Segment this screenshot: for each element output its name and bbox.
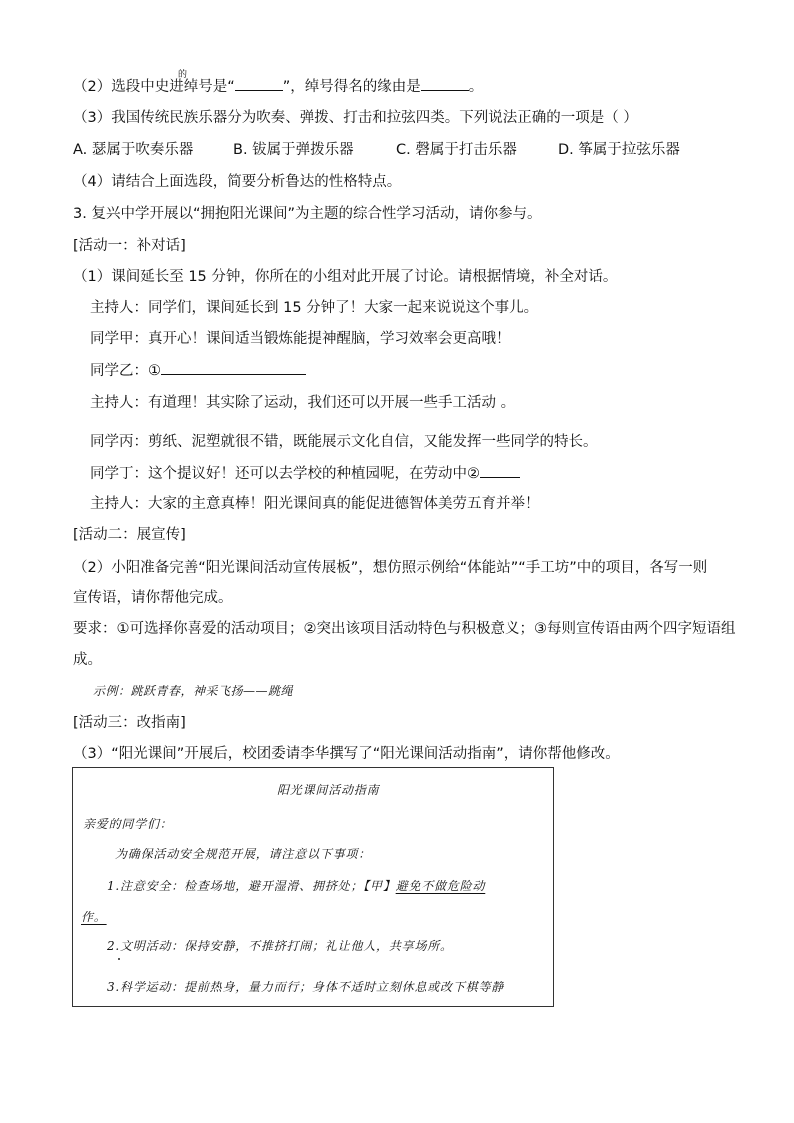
choice-a[interactable]: A. 瑟属于吹奏乐器	[73, 142, 194, 158]
guide-title: 阳光课间活动指南	[277, 783, 380, 797]
guide-intro: 为确保活动安全规范开展，请注意以下事项：	[115, 847, 372, 861]
requirement-line-1: 要求：①可选择你喜爱的活动项目；②突出该项目活动特色与积极意义；③每则宣传语由两个四字短语组	[73, 621, 736, 637]
question-2	[73, 76, 483, 97]
guide-item-1-underlined: 避免不做危险动	[395, 879, 486, 893]
activity-3-heading: [活动三：改指南]	[73, 715, 186, 731]
guide-item-1	[107, 877, 485, 895]
activity-2-heading: [活动二：展宣传]	[73, 527, 186, 543]
dialogue-host-3: 主持人：大家的主意真棒！阳光课间真的能促进德智体美劳五育并举！	[90, 496, 540, 512]
ruby-annotation: 的	[178, 70, 188, 80]
answer-blank-1[interactable]	[161, 360, 306, 375]
q2-prefix: （2）选段中史进	[73, 79, 184, 95]
dialogue-yi	[90, 360, 306, 381]
choice-c[interactable]: C. 磬属于打击乐器	[396, 142, 517, 158]
dialogue-bing: 同学丙：剪纸、泥塑就很不错，既能展示文化自信，又能发挥一些同学的特长。	[90, 434, 598, 450]
answer-blank[interactable]	[235, 76, 283, 91]
dialogue-ding-text: 同学丁：这个提议好！还可以去学校的种植园呢，在劳动中②	[90, 466, 480, 482]
guide-box	[72, 767, 554, 1007]
dialogue-jia: 同学甲：真开心！课间适当锻炼能提神醒脑，学习效率会更高哦！	[90, 331, 511, 347]
guide-item-1-text: 1.注意安全：检查场地，避开湿滑、拥挤处；【甲】	[107, 879, 396, 893]
choice-d[interactable]: D. 筝属于拉弦乐器	[558, 142, 680, 158]
answer-blank[interactable]	[421, 76, 469, 91]
dialogue-ding	[90, 463, 520, 484]
item-3: 3. 复兴中学开展以“拥抱阳光课间”为主题的综合性学习活动，请你参与。	[73, 206, 542, 222]
guide-item-1-cont: 作。	[81, 910, 107, 924]
activity-3-question: （3）“阳光课间”开展后，校团委请李华撰写了“阳光课间活动指南”，请你帮他修改。	[73, 746, 620, 762]
activity-1-heading: [活动一：补对话]	[73, 238, 186, 254]
requirement-line-2: 成。	[73, 652, 102, 668]
guide-item-3: 3.科学运动：提前热身，量力而行；身体不适时立刻休息或改下棋等静	[107, 980, 505, 994]
q2-mid: 绰号是“	[183, 79, 235, 95]
emphasis-dot	[118, 958, 120, 960]
dialogue-yi-text: 同学乙：①	[90, 363, 161, 379]
slogan-example: 示例：跳跃青春，神采飞扬——跳绳	[93, 684, 294, 698]
dialogue-host-1: 主持人：同学们，课间延长到 15 分钟了！大家一起来说说这个事儿。	[90, 300, 539, 316]
q2-end: 。	[468, 79, 484, 95]
answer-blank-2[interactable]	[480, 463, 520, 478]
choice-b[interactable]: B. 钹属于弹拨乐器	[233, 142, 354, 158]
guide-greeting: 亲爱的同学们：	[83, 817, 173, 831]
choice-row	[73, 140, 713, 160]
guide-item-2: 2.文明活动：保持安静，不推挤打闹；礼让他人，共享场所。	[107, 939, 453, 953]
activity-2-question-line-2: 宣传语，请你帮他完成。	[73, 590, 233, 606]
q2-mid2: ”，绰号得名的缘由是	[282, 79, 421, 95]
question-3: （3）我国传统民族乐器分为吹奏、弹拨、打击和拉弦四类。下列说法正确的一项是（ ）	[73, 110, 638, 126]
activity-2-question-line-1: （2）小阳准备完善“阳光课间活动宣传展板”，想仿照示例给“体能站”“手工坊”中的项目，各写一则	[73, 560, 708, 576]
question-4: （4）请结合上面选段，简要分析鲁达的性格特点。	[73, 174, 402, 190]
dialogue-host-2: 主持人：有道理！其实除了运动，我们还可以开展一些手工活动 。	[90, 395, 516, 411]
activity-1-question: （1）课间延长至 15 分钟，你所在的小组对此开展了讨论。请根据情境，补全对话。	[73, 269, 618, 285]
